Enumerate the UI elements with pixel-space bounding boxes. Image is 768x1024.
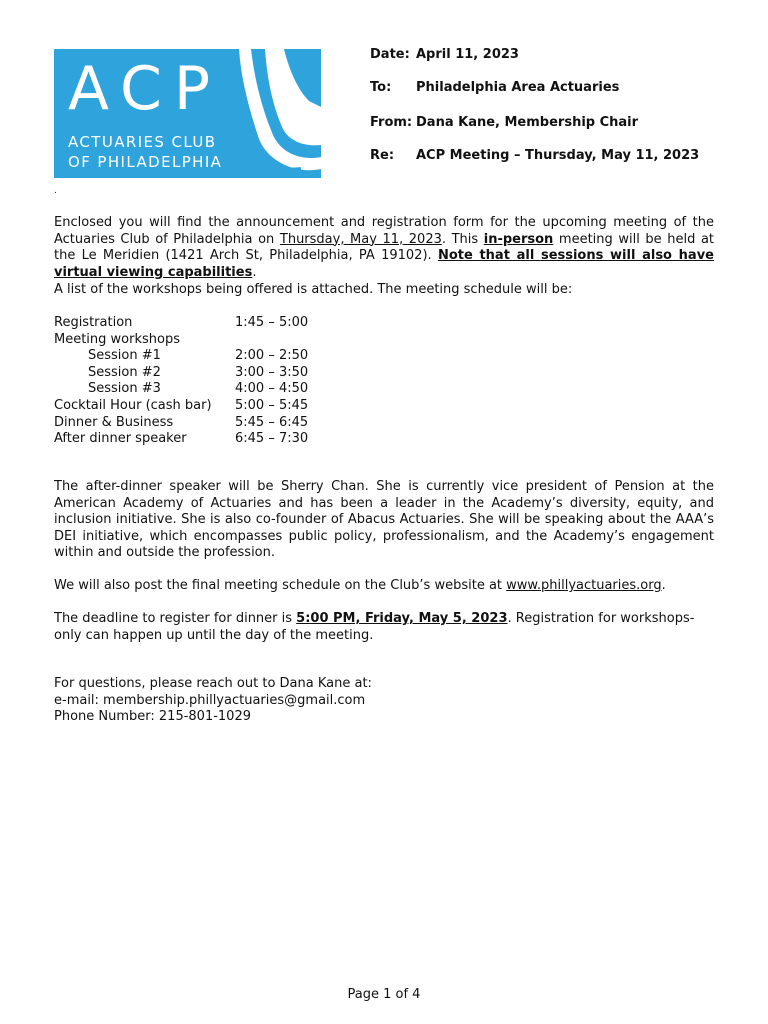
- contact-email: e-mail: membership.phillyactuaries@gmail.com: [54, 692, 366, 708]
- schedule-event: Session #3: [88, 381, 161, 397]
- schedule-event: Dinner & Business: [54, 414, 174, 430]
- memo-from-row: [370, 114, 638, 132]
- schedule-event: Registration: [54, 315, 133, 330]
- memo-date-label: Date:: [370, 47, 410, 62]
- schedule-event: Meeting workshops: [54, 331, 180, 347]
- speaker-paragraph: The after-dinner speaker will be Sherry Chan. She is currently vice president of Pension at the American Academy of Actuaries and has been a leader in the Academy’s diversity, equity, and inclusion initiative. She is also co-founder of Abacus Actuaries. She will be speaking about the AAA’s DEI initiative, which encompasses public policy, professionalism, and the Academy’s engagement within and outside the profession.: [54, 479, 714, 561]
- schedule-time: 5:00 – 5:45: [235, 398, 309, 413]
- intro-in-person: in-person: [483, 231, 554, 247]
- contact-phone: Phone Number: 215-801-1029: [54, 709, 251, 725]
- memo-to-value: Philadelphia Area Actuaries: [416, 80, 620, 95]
- intro-meeting-date: Thursday, May 11, 2023: [279, 231, 442, 247]
- intro-text-3: meeting will be held at the Le Meridien (1421 Arch St, Philadelphia, PA 19102).: [54, 231, 715, 264]
- intro-virtual-note: Note that all sessions will also have virtual viewing capabilities: [54, 248, 714, 280]
- intro-paragraph: [54, 215, 714, 281]
- logo-line-2: OF PHILADELPHIA: [68, 153, 223, 171]
- website-link[interactable]: www.phillyactuaries.org: [506, 578, 662, 593]
- schedule-time: 4:00 – 4:50: [235, 381, 309, 397]
- schedule-event: After dinner speaker: [54, 431, 187, 447]
- deadline-date: 5:00 PM, Friday, May 5, 2023: [296, 611, 508, 626]
- memo-re-value: ACP Meeting – Thursday, May 11, 2023: [416, 148, 700, 163]
- intro-text-1: Enclosed you will find the announcement and registration form for the upcoming meeting of the Actuaries Club of Philadelphia on: [54, 215, 714, 247]
- website-text-2: .: [661, 578, 666, 593]
- intro-text-2: . This: [441, 231, 484, 247]
- schedule-time: 6:45 – 7:30: [235, 431, 309, 447]
- schedule-event: Cocktail Hour (cash bar): [54, 398, 212, 413]
- memo-date-row: [370, 46, 519, 64]
- memo-re-label: Re:: [370, 148, 395, 163]
- schedule-event: Session #1: [88, 348, 161, 364]
- schedule-intro: A list of the workshops being offered is attached. The meeting schedule will be:: [54, 282, 573, 297]
- logo-line-1: ACTUARIES CLUB: [68, 133, 217, 151]
- logo-acp-text: ACP: [68, 54, 223, 124]
- website-paragraph: [54, 578, 714, 595]
- page-number: Page 1 of 4: [347, 987, 421, 1002]
- intro-text-4: .: [252, 264, 257, 280]
- memo-to-label: To:: [370, 80, 392, 95]
- memo-from-label: From:: [370, 115, 413, 130]
- schedule-time: 1:45 – 5:00: [235, 315, 309, 330]
- deadline-text-2: . Registration for workshops-only can happen up until the day of the meeting.: [54, 611, 695, 643]
- memo-date-value: April 11, 2023: [416, 47, 519, 62]
- schedule-event: Session #2: [88, 364, 161, 380]
- memo-re-row: [370, 147, 699, 165]
- memo-from-value: Dana Kane, Membership Chair: [416, 115, 639, 130]
- schedule-time: 3:00 – 3:50: [235, 364, 309, 380]
- deadline-text-1: The deadline to register for dinner is: [54, 611, 297, 626]
- deadline-paragraph: [54, 611, 714, 644]
- stray-dot: .: [54, 186, 57, 196]
- memo-to-row: [370, 79, 619, 97]
- contact-line-1: For questions, please reach out to Dana Kane at:: [54, 676, 372, 691]
- website-text-1: We will also post the final meeting schedule on the Club’s website at: [54, 578, 507, 593]
- schedule-time: 5:45 – 6:45: [235, 414, 309, 430]
- acp-logo: [54, 49, 321, 178]
- liberty-bell-icon: [229, 49, 321, 178]
- schedule-time: 2:00 – 2:50: [235, 348, 309, 364]
